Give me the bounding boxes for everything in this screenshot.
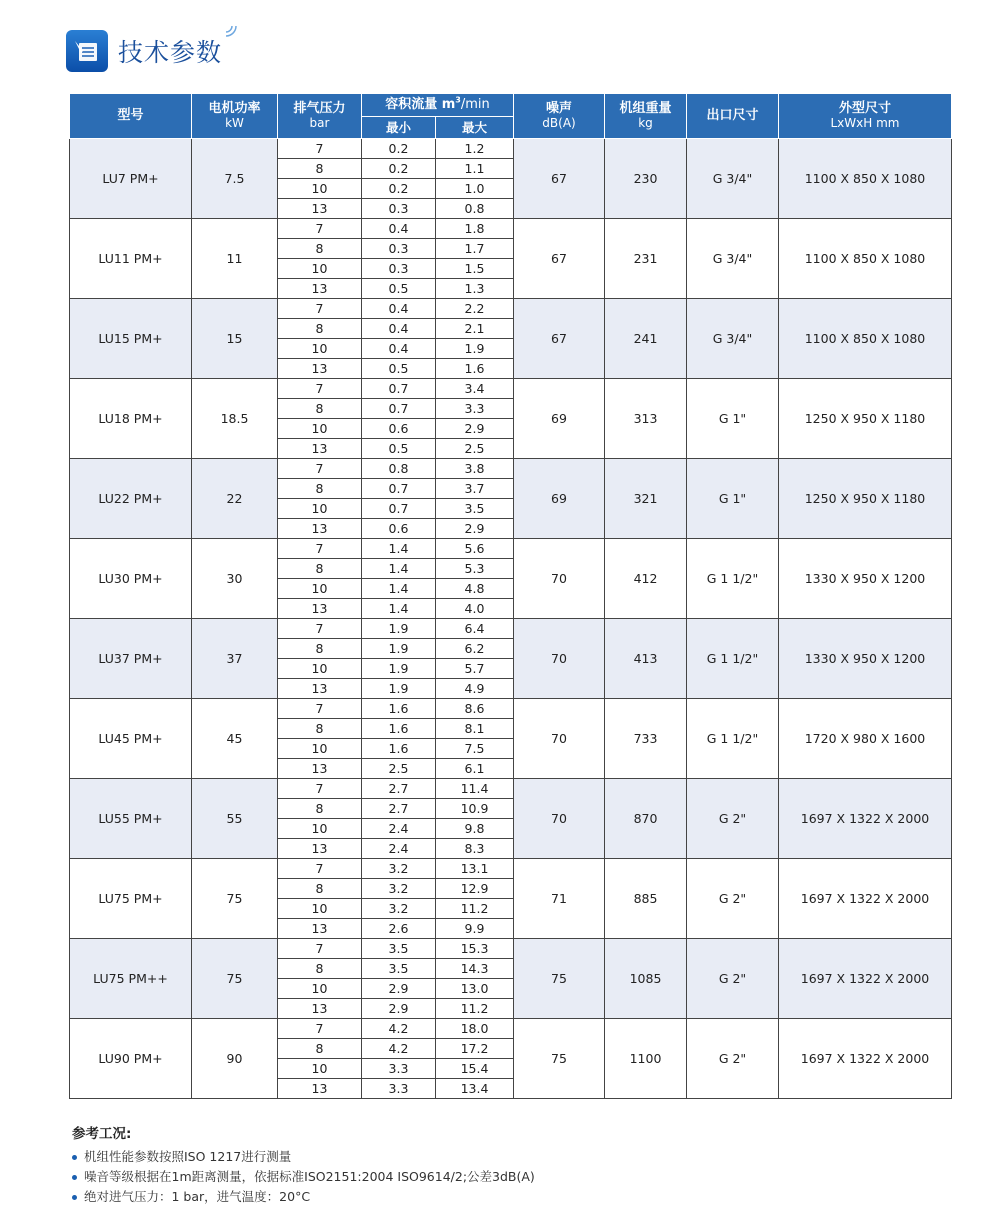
pressure-cell: 8 [278,319,362,339]
pressure-cell: 8 [278,959,362,979]
weight-cell: 413 [605,619,687,699]
header-dim-label: 外型尺寸 [838,101,891,116]
flow-min-cell: 2.7 [362,799,436,819]
reference-conditions [72,1122,535,1207]
flow-min-cell: 3.2 [362,859,436,879]
flow-min-cell: 2.5 [362,759,436,779]
flow-min-cell: 2.4 [362,819,436,839]
flow-min-cell: 0.4 [362,339,436,359]
pressure-cell: 7 [278,699,362,719]
flow-min-cell: 2.7 [362,779,436,799]
weight-cell: 885 [605,859,687,939]
flow-min-cell: 3.5 [362,959,436,979]
pressure-cell: 10 [278,819,362,839]
pressure-cell: 10 [278,579,362,599]
flow-min-cell: 1.6 [362,739,436,759]
pressure-cell: 8 [278,639,362,659]
pressure-cell: 7 [278,539,362,559]
pressure-cell: 13 [278,759,362,779]
flow-max-cell: 13.0 [436,979,514,999]
flow-max-cell: 2.2 [436,299,514,319]
outlet-cell: G 1 1/2" [687,539,779,619]
table-row [70,299,952,319]
flow-max-cell: 13.4 [436,1079,514,1099]
pressure-cell: 13 [278,199,362,219]
power-cell: 11 [192,219,278,299]
header-power-label: 电机功率 [208,101,261,116]
weight-cell: 1100 [605,1019,687,1099]
weight-cell: 412 [605,539,687,619]
flow-min-cell: 4.2 [362,1019,436,1039]
note-item [72,1147,535,1167]
flow-min-cell: 0.4 [362,219,436,239]
table-row [70,459,952,479]
model-cell: LU18 PM+ [70,379,192,459]
outlet-cell: G 3/4" [687,219,779,299]
flow-min-cell: 2.6 [362,919,436,939]
pressure-cell: 10 [278,339,362,359]
pressure-cell: 8 [278,239,362,259]
dim-cell: 1697 X 1322 X 2000 [779,939,952,1019]
flow-max-cell: 2.1 [436,319,514,339]
pressure-cell: 8 [278,479,362,499]
power-cell: 55 [192,779,278,859]
section-title [66,28,222,74]
power-cell: 22 [192,459,278,539]
pressure-cell: 13 [278,679,362,699]
flow-min-cell: 2.4 [362,839,436,859]
table-row [70,619,952,639]
bullet-icon [72,1155,77,1160]
flow-min-cell: 3.3 [362,1059,436,1079]
dim-cell: 1250 X 950 X 1180 [779,379,952,459]
pressure-cell: 13 [278,519,362,539]
flow-max-cell: 7.5 [436,739,514,759]
power-cell: 37 [192,619,278,699]
noise-cell: 75 [514,939,605,1019]
flow-min-cell: 3.2 [362,899,436,919]
weight-cell: 241 [605,299,687,379]
flow-max-cell: 5.3 [436,559,514,579]
flow-min-cell: 2.9 [362,999,436,1019]
noise-cell: 69 [514,459,605,539]
header-noise-unit: dB(A) [542,116,576,130]
flow-max-cell: 1.1 [436,159,514,179]
flow-max-cell: 4.9 [436,679,514,699]
noise-cell: 75 [514,1019,605,1099]
weight-cell: 870 [605,779,687,859]
header-pressure-unit: bar [309,116,330,130]
header-outlet: 出口尺寸 [687,94,779,139]
pressure-cell: 10 [278,419,362,439]
flow-max-cell: 9.8 [436,819,514,839]
flow-min-cell: 1.6 [362,699,436,719]
model-cell: LU37 PM+ [70,619,192,699]
flow-min-cell: 0.7 [362,399,436,419]
outlet-cell: G 1 1/2" [687,619,779,699]
flow-min-cell: 4.2 [362,1039,436,1059]
pressure-cell: 10 [278,179,362,199]
header-power [192,94,278,139]
noise-cell: 69 [514,379,605,459]
pressure-cell: 10 [278,739,362,759]
flow-max-cell: 5.7 [436,659,514,679]
header-flow-label: 容积流量 m [385,97,456,112]
pressure-cell: 10 [278,659,362,679]
spec-table-body [70,139,952,1099]
weight-cell: 321 [605,459,687,539]
flow-min-cell: 0.5 [362,359,436,379]
flow-min-cell: 0.6 [362,419,436,439]
flow-max-cell: 2.5 [436,439,514,459]
weight-cell: 313 [605,379,687,459]
header-power-unit: kW [225,116,244,130]
flow-max-cell: 11.2 [436,999,514,1019]
header-dim [779,94,952,139]
pressure-cell: 8 [278,879,362,899]
pressure-cell: 10 [278,979,362,999]
flow-max-cell: 1.6 [436,359,514,379]
power-cell: 18.5 [192,379,278,459]
flow-max-cell: 10.9 [436,799,514,819]
flow-max-cell: 15.3 [436,939,514,959]
noise-cell: 71 [514,859,605,939]
model-cell: LU15 PM+ [70,299,192,379]
table-row [70,699,952,719]
pressure-cell: 8 [278,559,362,579]
pressure-cell: 7 [278,139,362,159]
pressure-cell: 10 [278,1059,362,1079]
flow-max-cell: 2.9 [436,519,514,539]
header-flow-min: 最小 [362,117,436,139]
note-text: 机组性能参数按照ISO 1217进行测量 [84,1149,292,1164]
model-cell: LU7 PM+ [70,139,192,219]
table-row [70,219,952,239]
pressure-cell: 7 [278,939,362,959]
flow-max-cell: 0.8 [436,199,514,219]
dim-cell: 1697 X 1322 X 2000 [779,859,952,939]
model-cell: LU75 PM++ [70,939,192,1019]
header-dim-unit: LxWxH mm [830,116,900,130]
outlet-cell: G 2" [687,779,779,859]
header-model: 型号 [70,94,192,139]
table-row [70,939,952,959]
header-flow-max: 最大 [436,117,514,139]
flow-max-cell: 6.2 [436,639,514,659]
page-title: 技术参数 [118,38,223,67]
model-cell: LU45 PM+ [70,699,192,779]
header-pressure [278,94,362,139]
note-item [72,1167,535,1187]
flow-min-cell: 1.4 [362,559,436,579]
flow-min-cell: 0.4 [362,319,436,339]
flow-min-cell: 0.8 [362,459,436,479]
flow-max-cell: 9.9 [436,919,514,939]
flow-max-cell: 1.8 [436,219,514,239]
flow-max-cell: 3.7 [436,479,514,499]
model-cell: LU30 PM+ [70,539,192,619]
flow-max-cell: 3.3 [436,399,514,419]
pressure-cell: 8 [278,399,362,419]
power-cell: 45 [192,699,278,779]
pressure-cell: 13 [278,279,362,299]
bullet-icon [72,1195,77,1200]
outlet-cell: G 1" [687,379,779,459]
pressure-cell: 7 [278,619,362,639]
power-cell: 75 [192,939,278,1019]
note-text: 绝对进气压力：1 bar，进气温度：20°C [84,1189,311,1204]
flow-min-cell: 0.3 [362,259,436,279]
noise-cell: 70 [514,699,605,779]
pressure-cell: 7 [278,379,362,399]
flow-min-cell: 0.7 [362,379,436,399]
pressure-cell: 8 [278,1039,362,1059]
outlet-cell: G 3/4" [687,299,779,379]
model-cell: LU11 PM+ [70,219,192,299]
flow-min-cell: 0.5 [362,439,436,459]
header-noise [514,94,605,139]
pressure-cell: 10 [278,259,362,279]
dim-cell: 1100 X 850 X 1080 [779,219,952,299]
flow-max-cell: 1.3 [436,279,514,299]
weight-cell: 733 [605,699,687,779]
table-row [70,379,952,399]
flow-min-cell: 1.4 [362,599,436,619]
flow-min-cell: 1.4 [362,539,436,559]
pressure-cell: 13 [278,919,362,939]
flow-max-cell: 3.5 [436,499,514,519]
flow-max-cell: 1.7 [436,239,514,259]
pressure-cell: 10 [278,899,362,919]
note-text: 噪音等级根据在1m距离测量，依据标准ISO2151:2004 ISO9614/2;公差3dB(A) [84,1169,535,1184]
flow-max-cell: 1.9 [436,339,514,359]
flow-min-cell: 0.2 [362,179,436,199]
table-row [70,859,952,879]
flow-max-cell: 8.3 [436,839,514,859]
noise-cell: 67 [514,299,605,379]
flow-min-cell: 0.3 [362,239,436,259]
table-row [70,539,952,559]
flow-max-cell: 11.4 [436,779,514,799]
flow-max-cell: 15.4 [436,1059,514,1079]
flow-max-cell: 11.2 [436,899,514,919]
pressure-cell: 8 [278,159,362,179]
table-row [70,139,952,159]
note-item [72,1187,535,1207]
pressure-cell: 13 [278,359,362,379]
dim-cell: 1720 X 980 X 1600 [779,699,952,779]
flow-min-cell: 0.4 [362,299,436,319]
flow-min-cell: 1.4 [362,579,436,599]
pressure-cell: 13 [278,999,362,1019]
flow-max-cell: 1.0 [436,179,514,199]
header-flow [362,94,514,117]
flow-min-cell: 0.2 [362,139,436,159]
noise-cell: 67 [514,219,605,299]
flow-min-cell: 0.5 [362,279,436,299]
flow-max-cell: 6.4 [436,619,514,639]
dim-cell: 1100 X 850 X 1080 [779,299,952,379]
outlet-cell: G 3/4" [687,139,779,219]
dim-cell: 1697 X 1322 X 2000 [779,779,952,859]
pressure-cell: 8 [278,719,362,739]
header-weight-unit: kg [638,116,653,130]
pressure-cell: 7 [278,779,362,799]
flow-min-cell: 0.2 [362,159,436,179]
header-flow-unit: /min [460,97,490,112]
flow-max-cell: 8.6 [436,699,514,719]
power-cell: 15 [192,299,278,379]
header-pressure-label: 排气压力 [293,101,346,116]
pressure-cell: 13 [278,439,362,459]
flow-max-cell: 4.0 [436,599,514,619]
pressure-cell: 8 [278,799,362,819]
flow-max-cell: 12.9 [436,879,514,899]
dim-cell: 1100 X 850 X 1080 [779,139,952,219]
pressure-cell: 7 [278,219,362,239]
power-cell: 75 [192,859,278,939]
model-cell: LU22 PM+ [70,459,192,539]
flow-max-cell: 6.1 [436,759,514,779]
flow-min-cell: 1.6 [362,719,436,739]
signal-deco-icon [224,24,238,38]
pressure-cell: 7 [278,859,362,879]
notes-list [72,1147,535,1207]
document-icon [66,30,108,72]
noise-cell: 67 [514,139,605,219]
flow-min-cell: 0.6 [362,519,436,539]
flow-max-cell: 5.6 [436,539,514,559]
flow-min-cell: 0.7 [362,479,436,499]
flow-max-cell: 8.1 [436,719,514,739]
noise-cell: 70 [514,779,605,859]
weight-cell: 231 [605,219,687,299]
flow-max-cell: 1.2 [436,139,514,159]
flow-max-cell: 14.3 [436,959,514,979]
pressure-cell: 7 [278,299,362,319]
flow-min-cell: 1.9 [362,639,436,659]
dim-cell: 1697 X 1322 X 2000 [779,1019,952,1099]
pressure-cell: 7 [278,459,362,479]
flow-max-cell: 2.9 [436,419,514,439]
flow-min-cell: 0.3 [362,199,436,219]
power-cell: 7.5 [192,139,278,219]
model-cell: LU90 PM+ [70,1019,192,1099]
header-flow-sup: 3 [455,95,461,105]
outlet-cell: G 2" [687,859,779,939]
header-weight [605,94,687,139]
weight-cell: 1085 [605,939,687,1019]
flow-min-cell: 1.9 [362,679,436,699]
flow-min-cell: 3.2 [362,879,436,899]
outlet-cell: G 1" [687,459,779,539]
weight-cell: 230 [605,139,687,219]
power-cell: 90 [192,1019,278,1099]
flow-min-cell: 2.9 [362,979,436,999]
pressure-cell: 10 [278,499,362,519]
power-cell: 30 [192,539,278,619]
flow-max-cell: 3.4 [436,379,514,399]
flow-min-cell: 1.9 [362,659,436,679]
outlet-cell: G 1 1/2" [687,699,779,779]
header-weight-label: 机组重量 [619,101,672,116]
flow-max-cell: 17.2 [436,1039,514,1059]
dim-cell: 1330 X 950 X 1200 [779,539,952,619]
noise-cell: 70 [514,539,605,619]
pressure-cell: 13 [278,599,362,619]
dim-cell: 1330 X 950 X 1200 [779,619,952,699]
model-cell: LU55 PM+ [70,779,192,859]
flow-min-cell: 1.9 [362,619,436,639]
flow-max-cell: 3.8 [436,459,514,479]
table-row [70,1019,952,1039]
flow-max-cell: 1.5 [436,259,514,279]
flow-min-cell: 0.7 [362,499,436,519]
pressure-cell: 13 [278,839,362,859]
notes-title: 参考工况: [72,1126,132,1142]
bullet-icon [72,1175,77,1180]
noise-cell: 70 [514,619,605,699]
header-noise-label: 噪声 [545,101,572,116]
flow-max-cell: 18.0 [436,1019,514,1039]
flow-min-cell: 3.5 [362,939,436,959]
outlet-cell: G 2" [687,939,779,1019]
model-cell: LU75 PM+ [70,859,192,939]
outlet-cell: G 2" [687,1019,779,1099]
pressure-cell: 13 [278,1079,362,1099]
spec-table [69,93,952,1099]
table-row [70,779,952,799]
pressure-cell: 7 [278,1019,362,1039]
dim-cell: 1250 X 950 X 1180 [779,459,952,539]
flow-max-cell: 4.8 [436,579,514,599]
flow-min-cell: 3.3 [362,1079,436,1099]
flow-max-cell: 13.1 [436,859,514,879]
